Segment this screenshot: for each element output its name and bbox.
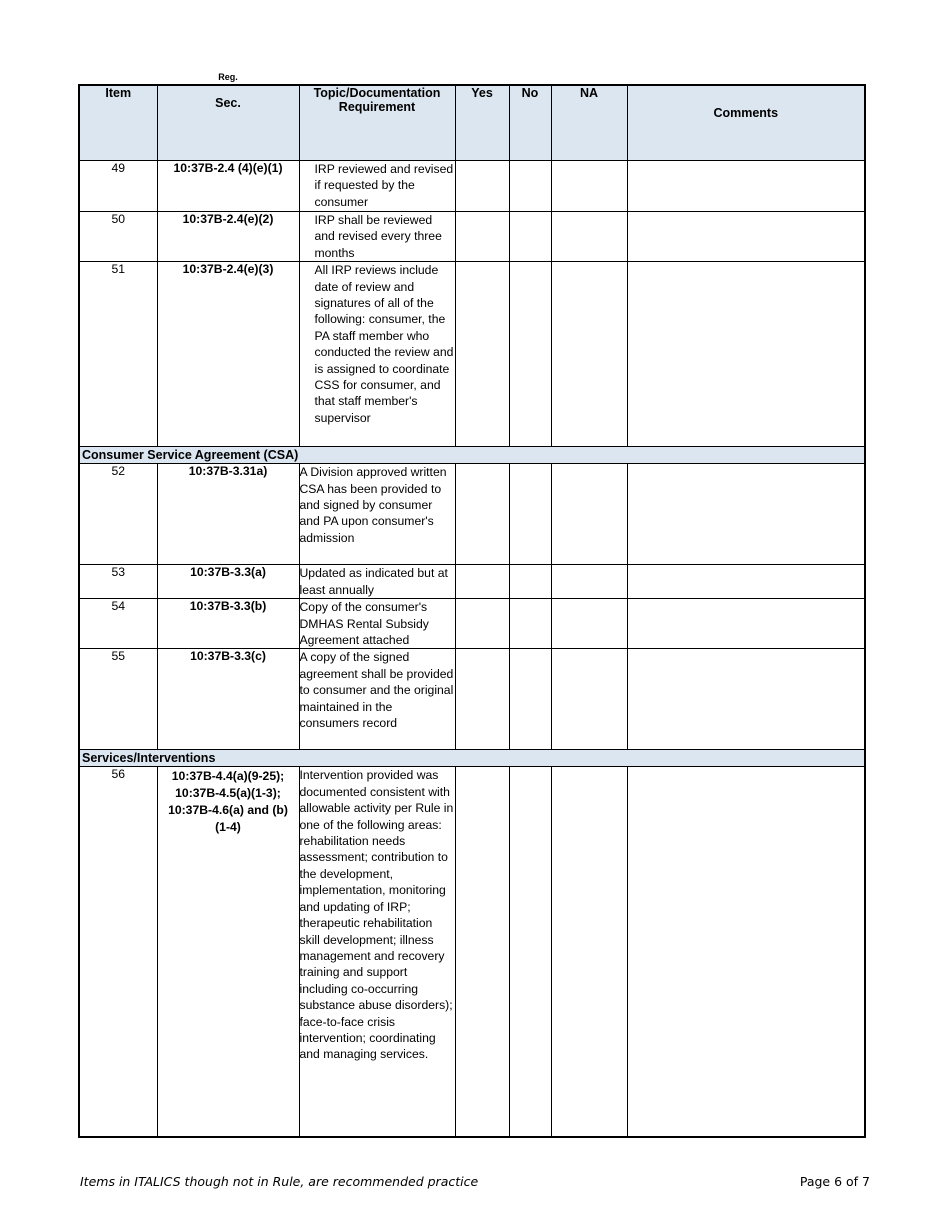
header-item: Item [79,85,157,161]
topic-requirement: Intervention provided was documented consistent with allowable activity per Rule in one of the following areas: rehabilitation needs assessment; contribution to the development, implementation, monitoring and updating of IRP; therapeutic rehabilitation skill development; illness management and recovery training and support including co-occurring substance abuse disorders); face-to-face crisis intervention; coordinating and managing services. [299,767,455,1137]
yes-cell[interactable] [455,161,509,212]
table-row [79,649,865,750]
na-cell[interactable] [551,262,627,447]
reg-section: 10:37B-3.3(a) [157,565,299,599]
header-no: No [509,85,551,161]
item-number: 52 [79,464,157,565]
no-cell[interactable] [509,649,551,750]
comments-cell[interactable] [627,161,865,212]
yes-cell[interactable] [455,565,509,599]
na-cell[interactable] [551,599,627,649]
header-na: NA [551,85,627,161]
footer-note: Items in ITALICS though not in Rule, are recommended practice [80,1174,479,1189]
table-row [79,464,865,565]
yes-cell[interactable] [455,262,509,447]
comments-cell[interactable] [627,565,865,599]
table-row [79,212,865,262]
topic-requirement: IRP reviewed and revised if requested by the consumer [299,161,455,212]
item-number: 53 [79,565,157,599]
table-row [79,767,865,1137]
reg-section: 10:37B-2.4(e)(3) [157,262,299,447]
header-row [79,85,865,161]
header-reg-sec [157,72,299,161]
comments-cell[interactable] [627,464,865,565]
no-cell[interactable] [509,767,551,1137]
header-sec: Sec. [215,96,241,110]
item-number: 51 [79,262,157,447]
item-number: 54 [79,599,157,649]
na-cell[interactable] [551,767,627,1137]
no-cell[interactable] [509,161,551,212]
page-number: Page 6 of 7 [799,1174,870,1189]
section-row-services [79,750,865,767]
table-row [79,161,865,212]
na-cell[interactable] [551,161,627,212]
comments-cell[interactable] [627,649,865,750]
yes-cell[interactable] [455,649,509,750]
no-cell[interactable] [509,464,551,565]
topic-requirement: A copy of the signed agreement shall be provided to consumer and the original maintained in the consumers record [299,649,455,750]
comments-cell[interactable] [627,599,865,649]
reg-section: 10:37B-3.31a) [157,464,299,565]
topic-requirement: Copy of the consumer's DMHAS Rental Subsidy Agreement attached [299,599,455,649]
table-row [79,262,865,447]
topic-requirement: IRP shall be reviewed and revised every three months [299,212,455,262]
na-cell[interactable] [551,565,627,599]
topic-requirement: A Division approved written CSA has been provided to and signed by consumer and PA upon consumer's admission [299,464,455,565]
no-cell[interactable] [509,212,551,262]
table-row [79,565,865,599]
item-number: 50 [79,212,157,262]
reg-section: 10:37B-2.4 (4)(e)(1) [157,161,299,212]
na-cell[interactable] [551,464,627,565]
yes-cell[interactable] [455,767,509,1137]
na-cell[interactable] [551,649,627,750]
yes-cell[interactable] [455,464,509,565]
comments-cell[interactable] [627,212,865,262]
section-row-csa [79,447,865,464]
yes-cell[interactable] [455,599,509,649]
yes-cell[interactable] [455,212,509,262]
header-topic: Topic/Documentation Requirement [299,85,455,161]
no-cell[interactable] [509,565,551,599]
no-cell[interactable] [509,262,551,447]
header-comments: Comments [627,85,865,161]
no-cell[interactable] [509,599,551,649]
reg-section: 10:37B-4.4(a)(9-25); 10:37B-4.5(a)(1-3); 10:37B-4.6(a) and (b)(1-4) [157,767,299,1137]
section-title: Services/Interventions [79,750,865,767]
header-reg: Reg. [218,72,238,82]
section-title: Consumer Service Agreement (CSA) [79,447,865,464]
reg-section: 10:37B-3.3(c) [157,649,299,750]
reg-section: 10:37B-3.3(b) [157,599,299,649]
item-number: 55 [79,649,157,750]
comments-cell[interactable] [627,262,865,447]
comments-cell[interactable] [627,767,865,1137]
topic-requirement: All IRP reviews include date of review and signatures of all of the following: consumer, the PA staff member who conducted the review and is assigned to coordinate CSS for consumer, and that staff member's supervisor [299,262,455,447]
table-row [79,599,865,649]
topic-requirement: Updated as indicated but at least annually [299,565,455,599]
na-cell[interactable] [551,212,627,262]
reg-section: 10:37B-2.4(e)(2) [157,212,299,262]
item-number: 49 [79,161,157,212]
header-yes: Yes [455,85,509,161]
item-number: 56 [79,767,157,1137]
checklist-table [78,72,866,1138]
